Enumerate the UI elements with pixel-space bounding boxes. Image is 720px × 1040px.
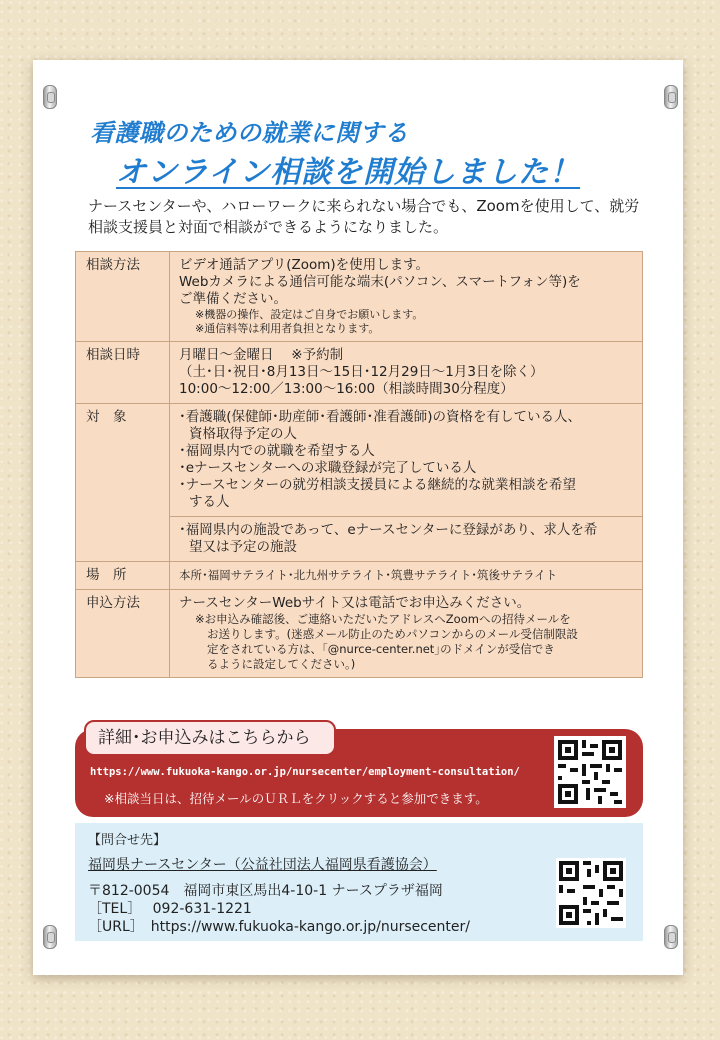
target-line: 望又は予定の施設 xyxy=(189,539,297,555)
target-line: ･看護職(保健師･助産師･看護師･准看護師)の資格を有している人、 xyxy=(179,409,582,425)
apply-note: 定をされている方は、｢@nurce-center.net｣のドメインが受信でき xyxy=(207,642,555,656)
datetime-line: 10:00～12:00／13:00～16:00（相談時間30分程度） xyxy=(179,381,514,397)
row-apply xyxy=(76,590,643,678)
row-method xyxy=(76,252,643,342)
datetime-line: （土･日･祝日･8月13日～15日･12月29日～1月3日を除く） xyxy=(179,364,544,380)
apply-banner-note: ※相談当日は、招待メールのＵＲＬをクリックすると参加できます。 xyxy=(104,791,488,806)
method-line: ご準備ください。 xyxy=(179,291,287,307)
method-line: Webカメラによる通信可能な端末(パソコン、スマートフォン等)を xyxy=(179,274,581,290)
apply-line: ナースセンターWebサイト又は電話でお申込みください。 xyxy=(179,595,531,611)
apply-note: ※お申込み確認後、ご連絡いただいたアドレスへZoomへの招待メールを xyxy=(195,612,571,626)
pushpin-icon xyxy=(664,85,678,109)
value-target-people xyxy=(170,404,643,517)
pushpin-icon xyxy=(43,925,57,949)
target-line: ･福岡県内の施設であって、eナースセンターに登録があり、求人を希 xyxy=(179,522,598,538)
value-apply xyxy=(170,590,643,678)
apply-banner-heading: 詳細･お申込みはこちらから xyxy=(84,720,336,756)
info-table xyxy=(75,251,643,678)
row-place xyxy=(76,562,643,590)
title-line-1: 看護職のための就業に関する xyxy=(90,119,409,147)
label-target: 対 象 xyxy=(76,404,170,562)
target-line: する人 xyxy=(189,494,230,510)
title-line-2: オンライン相談を開始しました！ xyxy=(116,155,581,190)
contact-address: 〒812-0054 福岡市東区馬出4-10-1 ナースプラザ福岡 xyxy=(88,883,443,899)
value-datetime xyxy=(170,342,643,404)
value-method xyxy=(170,252,643,342)
consultation-url-link[interactable]: https://www.fukuoka-kango.or.jp/nursecenter/employment-consultation/ xyxy=(90,766,520,778)
contact-url-link[interactable]: ［URL］ https://www.fukuoka-kango.or.jp/nursecenter/ xyxy=(88,919,470,935)
qr-code-icon xyxy=(554,736,626,808)
pushpin-icon xyxy=(664,925,678,949)
method-note: ※機器の操作、設定はご自身でお願いします。 xyxy=(195,308,424,321)
label-datetime: 相談日時 xyxy=(76,342,170,404)
contact-heading: 【問合せ先】 xyxy=(88,833,167,848)
method-line: ビデオ通話アプリ(Zoom)を使用します。 xyxy=(179,257,430,273)
contact-organization: 福岡県ナースセンター（公益社団法人福岡県看護協会） xyxy=(88,857,437,873)
qr-code-icon xyxy=(556,858,626,928)
intro-text: ナースセンターや、ハローワークに来られない場合でも、Zoomを使用して、就労相談支援員と対面で相談ができるようになりました。 xyxy=(88,197,640,236)
label-place: 場 所 xyxy=(76,562,170,590)
target-line: ･eナースセンターへの求職登録が完了している人 xyxy=(179,460,477,476)
target-line: ･福岡県内での就職を希望する人 xyxy=(179,443,375,459)
apply-note: るように設定してください。) xyxy=(207,657,356,671)
target-line: 資格取得予定の人 xyxy=(189,426,297,442)
pushpin-icon xyxy=(43,85,57,109)
target-line: ･ナースセンターの就労相談支援員による継続的な就業相談を希望 xyxy=(179,477,577,493)
apply-note: お送りします。(迷惑メール防止のためパソコンからのメール受信制限設 xyxy=(207,627,578,641)
contact-tel: ［TEL］ 092-631-1221 xyxy=(88,901,252,917)
value-place: 本所･福岡サテライト･北九州サテライト･筑豊サテライト･筑後サテライト xyxy=(170,562,643,590)
label-method: 相談方法 xyxy=(76,252,170,342)
row-target xyxy=(76,404,643,517)
method-note: ※通信料等は利用者負担となります。 xyxy=(195,322,380,335)
label-apply: 申込方法 xyxy=(76,590,170,678)
value-target-facility xyxy=(170,517,643,562)
row-datetime xyxy=(76,342,643,404)
datetime-line: 月曜日～金曜日 ※予約制 xyxy=(179,347,344,363)
